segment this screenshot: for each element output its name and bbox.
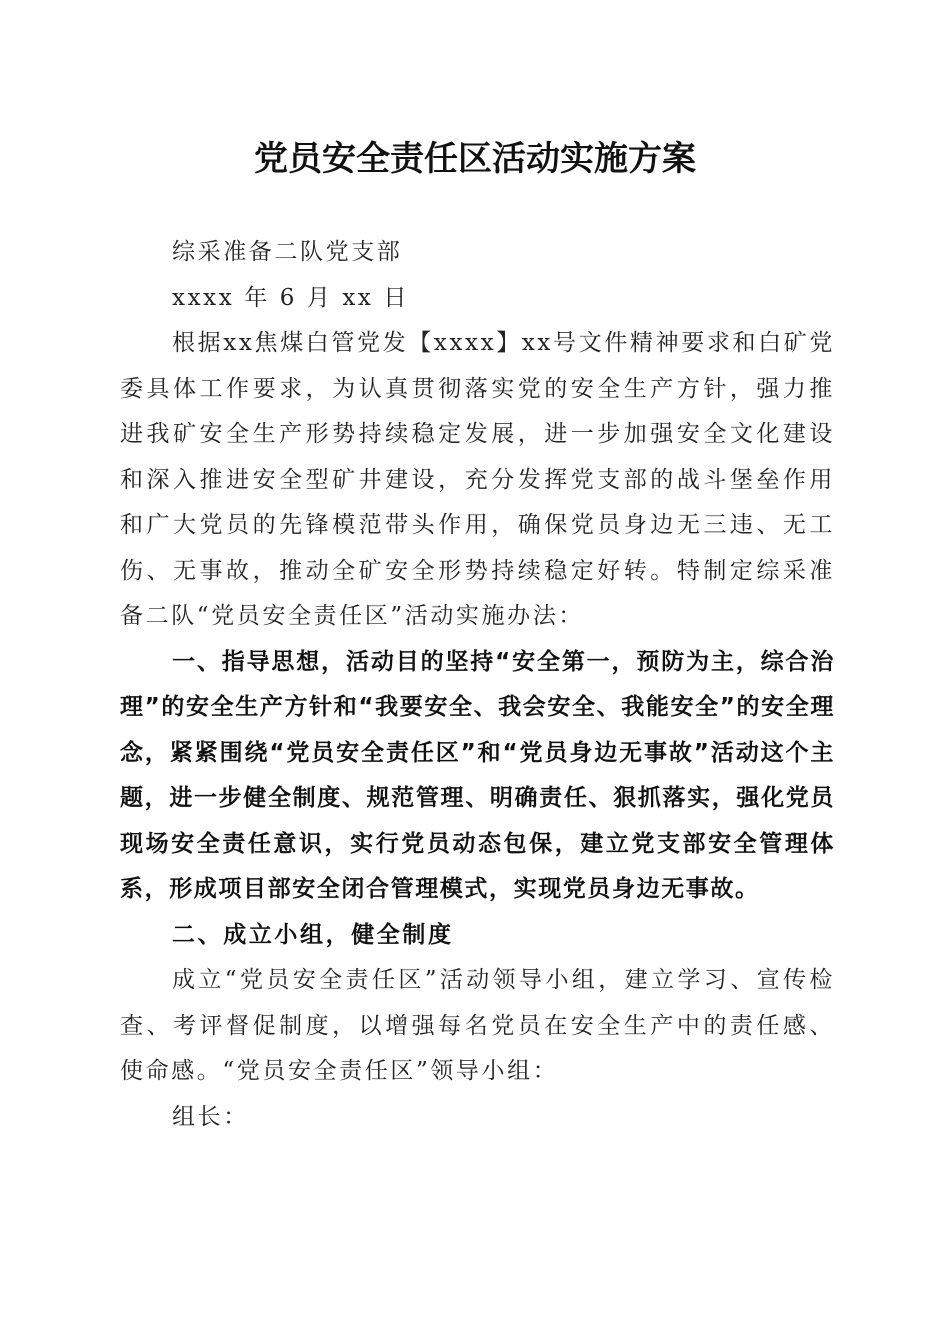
document-title: 党员安全责任区活动实施方案 [254, 139, 696, 179]
leader-label: 组长： [172, 1103, 249, 1130]
org-line: 综采准备二队党支部 [172, 239, 403, 265]
document-body [120, 230, 835, 1140]
section-1-paragraph: 一、指导思想，活动目的坚持“安全第一，预防为主，综合治理”的安全生产方针和“我要安全、我会安全、我能安全”的安全理念，紧紧围绕“党员安全责任区”和“党员身边无事故”活动这个主题，进一步健全制度、规范管理、明确责任、狠抓落实，强化党员现场安全责任意识，实行党员动态包保，建立党支部安全管理体系，形成项目部安全闭合管理模式，实现党员身边无事故。 [120, 648, 835, 902]
date-line: xxxx 年 6 月 xx 日 [172, 284, 410, 311]
section-2-paragraph: 成立“党员安全责任区”活动领导小组，建立学习、宣传检查、考评督促制度，以增强每名党员在安全生产中的责任感、使命感。“党员安全责任区”领导小组： [120, 967, 835, 1084]
intro-paragraph: 根据xx焦煤白管党发【xxxx】xx号文件精神要求和白矿党委具体工作要求，为认真贯彻落实党的安全生产方针，强力推进我矿安全生产形势持续稳定发展，进一步加强安全文化建设和深入推进安全型矿井建设，充分发挥党支部的战斗堡垒作用和广大党员的先锋模范带头作用，确保党员身边无三违、无工伤、无事故，推动全矿安全形势持续稳定好转。特制定综采准备二队“党员安全责任区”活动实施办法： [120, 330, 835, 629]
section-2-heading: 二、成立小组，健全制度 [172, 921, 454, 948]
